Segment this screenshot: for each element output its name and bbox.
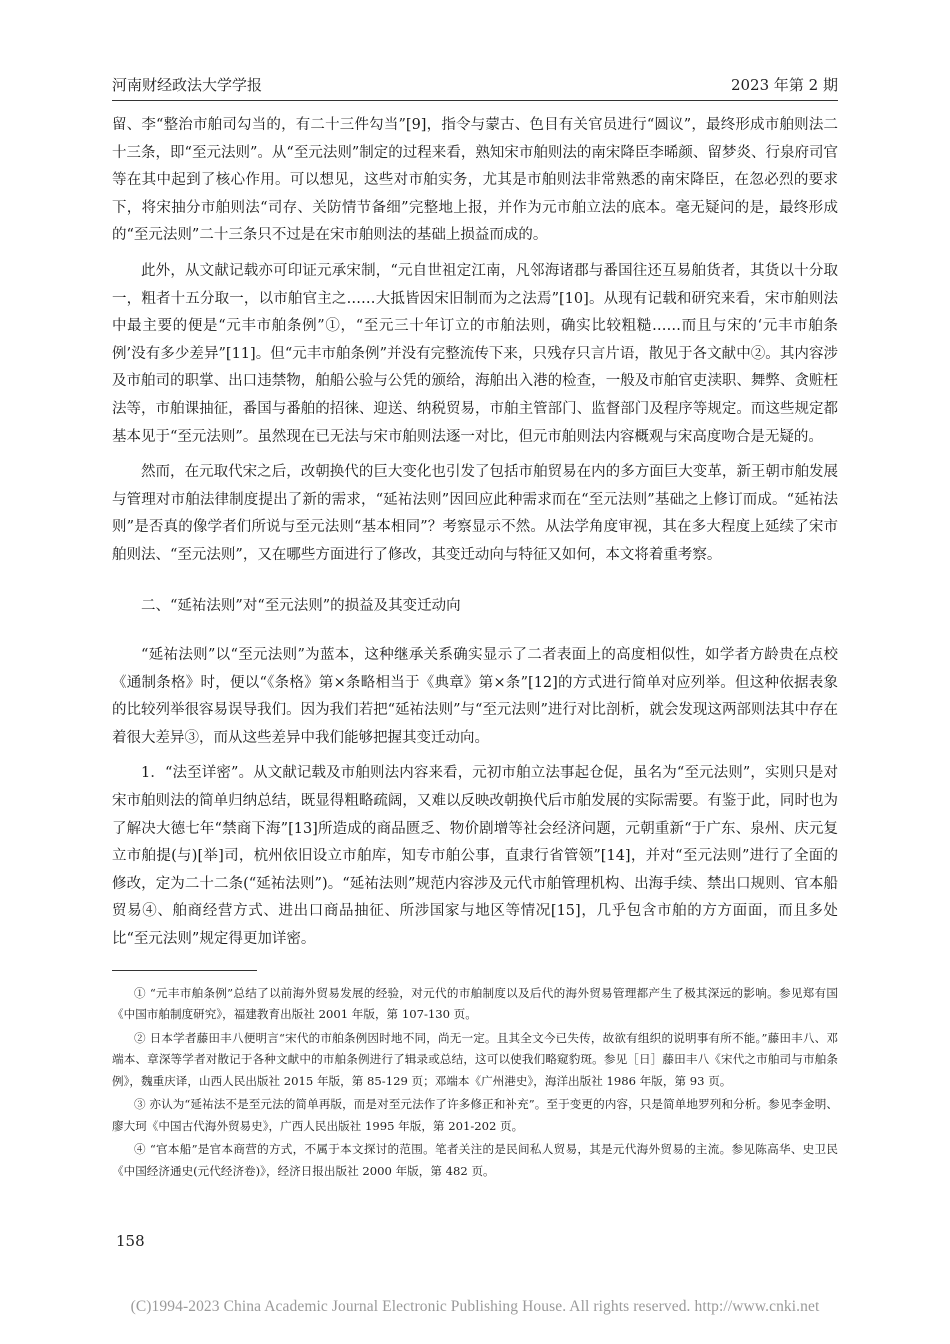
footnote: ④ “官本船”是官本商营的方式，不属于本文探讨的范围。笔者关注的是民间私人贸易，其是元代海外贸易的主流。参见陈高华、史卫民《中国经济通史(元代经济卷)》，经济日报出版社 2000 年版，第 482 页。 [112, 1142, 838, 1178]
paragraph: “延祐法则”以“至元法则”为蓝本，这种继承关系确实显示了二者表面上的高度相似性，如学者方龄贵在点校《通制条格》时，便以“《条格》第×条略相当于《典章》第×条”[12]的方式进行简单对应列举。但这种依据表象的比较列举很容易误导我们。因为我们若把“延祐法则”与“至元法则”进行对比剖析，就会发现这两部则法其中存在着很大差异③，而从这些差异中我们能够把握其变迁动向。 [112, 647, 838, 746]
journal-title: 河南财经政法大学学报 [112, 76, 263, 94]
footnotes [112, 983, 838, 1183]
page-number: 158 [116, 1232, 145, 1250]
issue-label: 2023 年第 2 期 [730, 76, 838, 94]
footnote: ① “元丰市舶条例”总结了以前海外贸易发展的经验，对元代的市舶制度以及后代的海外贸易管理都产生了极其深远的影响。参见郑有国《中国市舶制度研究》，福建教育出版社 2001 年版，第 107-130 页。 [112, 985, 838, 1022]
paragraph: 此外，从文献记载亦可印证元承宋制，“元自世祖定江南，凡邻海诸郡与番国往还互易舶货者，其货以十分取一，粗者十五分取一，以市舶官主之……大抵皆因宋旧制而为之法焉”[10]。从现有记载和研究来看，宋市舶则法中最主要的便是“元丰市舶条例”①，“至元三十年订立的市舶法则，确实比较粗糙……而且与宋的‘元丰市舶条例’没有多少差异”[11]。但“元丰市舶条例”并没有完整流传下来，只残存只言片语，散见于各文献中②。其内容涉及市舶司的职掌、出口违禁物，舶船公验与公凭的颁给，海舶出入港的检查，一般及市舶官吏渎职、舞弊、贪赃枉法等，市舶课抽征，番国与番舶的招徕、迎送、纳税贸易，市舶主管部门、监督部门及程序等规定。而这些规定都基本见于“至元法则”。虽然现在已无法与宋市舶则法逐一对比，但元市舶则法内容概观与宋高度吻合是无疑的。 [112, 262, 838, 445]
footnote: ② 日本学者藤田丰八便明言“宋代的市舶条例因时地不同，尚无一定。且其全文今已失传，故欲有组织的说明事有所不能。”藤田丰八、邓端本、章深等学者对散记于各种文献中的市舶条例进行了辑录或总结，这可以使我们略窥豹斑。参见［日］藤田丰八《宋代之市舶司与市舶条例》，魏重庆译，山西人民出版社 2015 年版，第 85-129 页；邓端本《广州港史》，海洋出版社 1986 年版，第 93 页。 [112, 1030, 838, 1088]
copyright-notice: (C)1994-2023 China Academic Journal Electronic Publishing House. All rights reserved. http://www.cnki.net [130, 1298, 820, 1315]
article-body [112, 112, 838, 1184]
paragraph: 然而，在元取代宋之后，改朝换代的巨大变化也引发了包括市舶贸易在内的多方面巨大变革，新王朝市舶发展与管理对市舶法律制度提出了新的需求，“延祐法则”因回应此种需求而在“至元法则”基础之上修订而成。“延祐法则”是否真的像学者们所说与至元法则“基本相同”？考察显示不然。从法学角度审视，其在多大程度上延续了宋市舶则法、“至元法则”，又在哪些方面进行了修改，其变迁动向与特征又如何，本文将着重考察。 [112, 464, 838, 563]
paragraph: 1．“法至详密”。从文献记载及市舶则法内容来看，元初市舶立法事起仓促，虽名为“至元法则”，实则只是对宋市舶则法的简单归纳总结，既显得粗略疏阔，又难以反映改朝换代后市舶发展的实际需要。有鉴于此，同时也为了解决大德七年“禁商下海”[13]所造成的商品匮乏、物价剧增等社会经济问题，元朝重新“于广东、泉州、庆元复立市舶提(与)[举]司，杭州依旧设立市舶库，知专市舶公事，直隶行省管领”[14]，并对“至元法则”进行了全面的修改，定为二十二条(“延祐法则”)。“延祐法则”规范内容涉及元代市舶管理机构、出海手续、禁出口规则、官本船贸易④、舶商经营方式、进出口商品抽征、所涉国家与地区等情况[15]，几乎包含市舶的方方面面，而且多处比“至元法则”规定得更加详密。 [112, 765, 838, 948]
footnote-divider [112, 970, 257, 971]
section-heading: 二、“延祐法则”对“至元法则”的损益及其变迁动向 [141, 597, 461, 614]
footnote: ③ 亦认为“延祐法不是至元法的简单再版，而是对至元法作了许多修正和补充”。至于变更的内容，只是简单地罗列和分析。参见李金明、廖大珂《中国古代海外贸易史》，广西人民出版社 1995 年版，第 201-202 页。 [112, 1097, 838, 1133]
paragraph-continued: 留、李“整治市舶司勾当的，有二十三件勾当”[9]，指令与蒙古、色目有关官员进行“圆议”，最终形成市舶则法二十三条，即“至元法则”。从“至元法则”制定的过程来看，熟知宋市舶则法的南宋降臣李晞颜、留梦炎、行泉府司官等在其中起到了核心作用。可以想见，这些对市舶实务，尤其是市舶则法非常熟悉的南宋降臣，在忽必烈的要求下，将宋抽分市舶则法“司存、关防情节备细”完整地上报，并作为元市舶立法的底本。毫无疑问的是，最终形成的“至元法则”二十三条只不过是在宋市舶则法的基础上损益而成的。 [112, 117, 838, 244]
header-divider [112, 100, 838, 101]
running-header [112, 74, 838, 95]
